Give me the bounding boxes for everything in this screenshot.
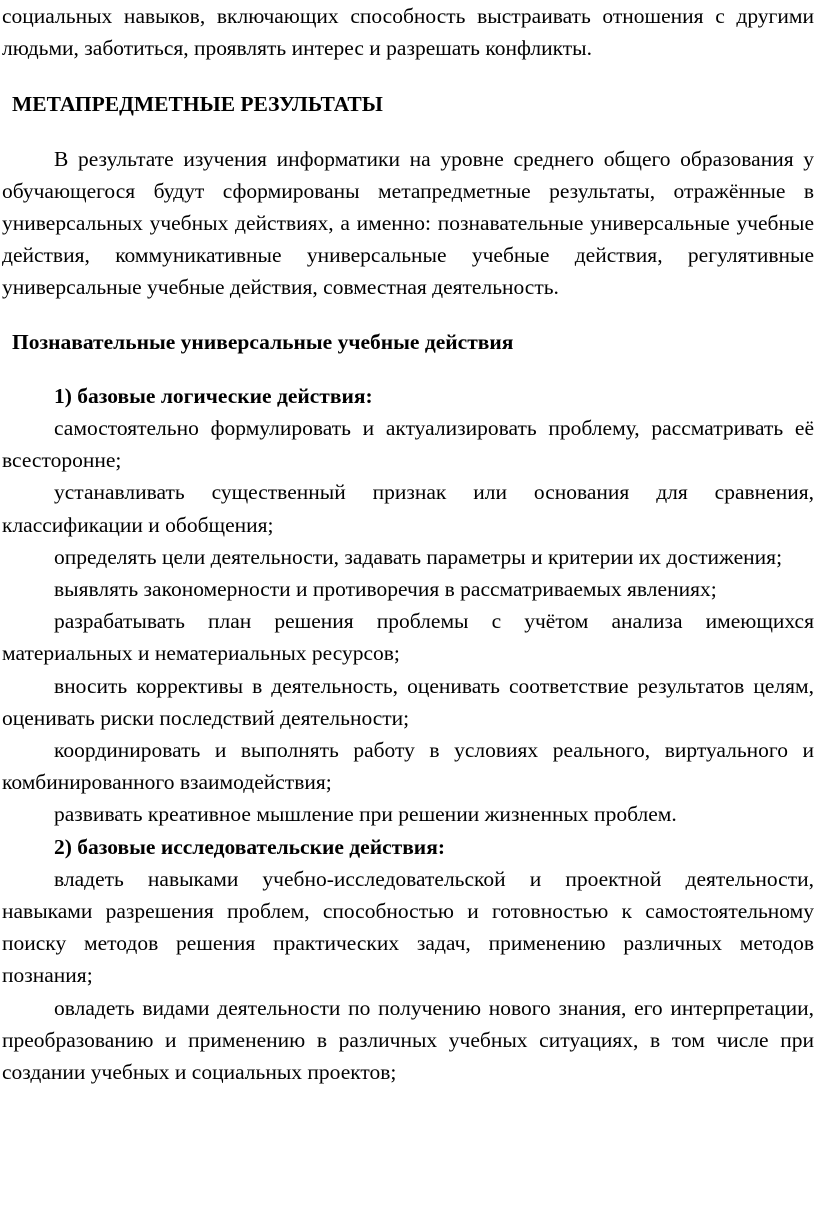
section-heading-metasubject: МЕТАПРЕДМЕТНЫЕ РЕЗУЛЬТАТЫ [12, 92, 383, 117]
group-title-logical: 1) базовые логические действия: [54, 383, 373, 408]
list-item: владеть навыками учебно-исследовательской и проектной деятельности, навыками разрешения проблем, способностью и готовностью к самостоятельному поиску методов решения практических задач, применению различных методов познания; [2, 866, 814, 988]
list-item: овладеть видами деятельности по получению нового знания, его интерпретации, преобразованию и применению в различных учебных ситуациях, в том числе при создании учебных и социальных проектов; [2, 995, 814, 1085]
section-paragraph: В результате изучения информатики на уровне среднего общего образования у обучающегося будут сформированы метапредметные результаты, отражённые в универсальных учебных действиях, а именно: познавательные универсальные учебные действия, коммуникативные универсальные учебные действия, регулятивные универсальные учебные действия, совместная деятельность. [2, 146, 814, 300]
intro-paragraph: социальных навыков, включающих способность выстраивать отношения с другими людьми, заботиться, проявлять интерес и разрешать конфликты. [2, 4, 814, 61]
list-item: самостоятельно формулировать и актуализировать проблему, рассматривать её всесторонне; [2, 416, 814, 473]
list-item: вносить коррективы в деятельность, оценивать соответствие результатов целям, оценивать риски последствий деятельности; [2, 673, 814, 730]
list-item: устанавливать существенный признак или основания для сравнения, классификации и обобщения; [2, 480, 814, 537]
list-item: выявлять закономерности и противоречия в рассматриваемых явлениях; [54, 577, 717, 602]
list-item: определять цели деятельности, задавать параметры и критерии их достижения; [54, 544, 783, 569]
group-title-research: 2) базовые исследовательские действия: [54, 834, 445, 859]
list-item: разрабатывать план решения проблемы с учётом анализа имеющихся материальных и нематериальных ресурсов; [2, 609, 814, 666]
list-item: координировать и выполнять работу в условиях реального, виртуального и комбинированного взаимодействия; [2, 738, 814, 795]
subsection-heading-cognitive: Познавательные универсальные учебные действия [12, 329, 514, 354]
list-item: развивать креативное мышление при решении жизненных проблем. [54, 802, 677, 827]
